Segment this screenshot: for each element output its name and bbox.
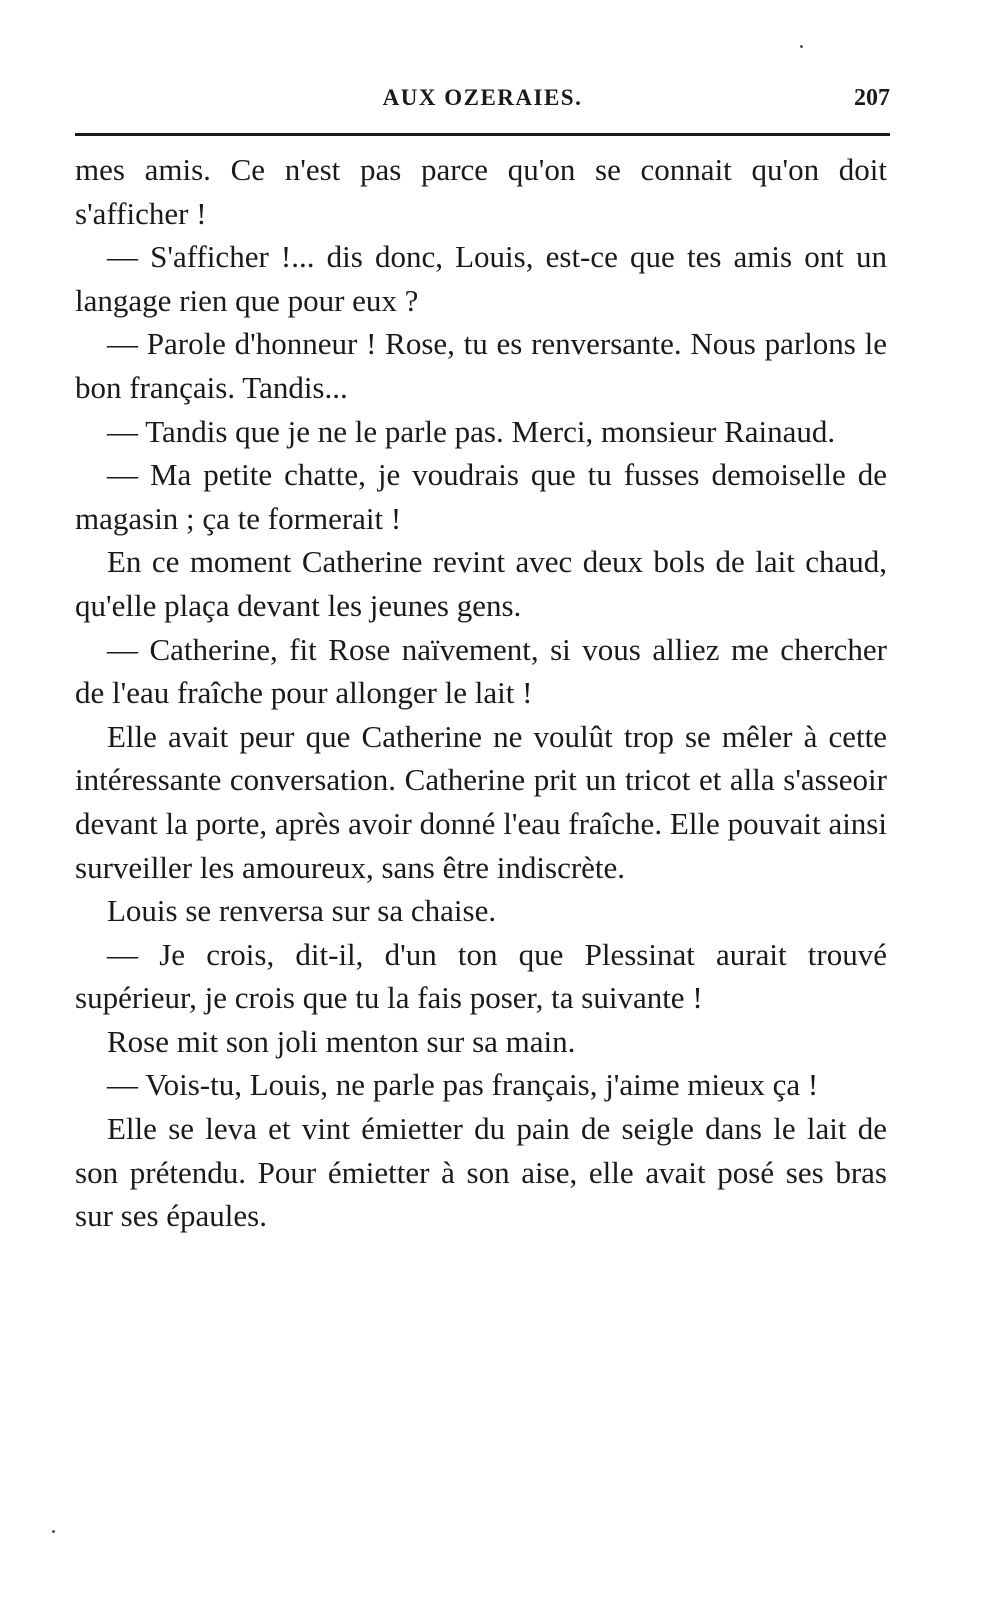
paragraph: — Vois-tu, Louis, ne parle pas français, j'aime mieux ça ! xyxy=(107,1067,819,1103)
paragraph: Elle avait peur que Catherine ne voulût trop se mêler à cette intéressante conversation. Catherine prit un tricot et alla s'asseoir devant la porte, après avoir donné l'eau fraîche. Elle pouvait ainsi surveiller les amoureux, sans être indiscrète. xyxy=(75,718,887,885)
paragraph: — Catherine, fit Rose naïvement, si vous alliez me chercher de l'eau fraîche pour allonger le lait ! xyxy=(75,631,887,711)
paragraph: — Tandis que je ne le parle pas. Merci, monsieur Rainaud. xyxy=(107,413,836,449)
paragraph: — Je crois, dit-il, d'un ton que Plessinat aurait trouvé supérieur, je crois que tu la fais poser, ta suivante ! xyxy=(75,936,887,1016)
paragraph: — Ma petite chatte, je voudrais que tu fusses demoiselle de magasin ; ça te formerait ! xyxy=(75,457,887,536)
paragraph: — S'afficher !... dis donc, Louis, est-ce que tes amis ont un langage rien que pour eux ? xyxy=(75,239,887,318)
page-number: 207 xyxy=(854,85,890,111)
running-head xyxy=(75,85,890,119)
paragraph: mes amis. Ce n'est pas parce qu'on se connait qu'on doit s'afficher ! xyxy=(75,152,887,231)
scan-speck xyxy=(52,1530,55,1533)
paragraph: En ce moment Catherine revint avec deux bols de lait chaud, qu'elle plaça devant les jeunes gens. xyxy=(75,544,887,623)
running-title: AUX OZERAIES. xyxy=(382,85,583,110)
paragraph: — Parole d'honneur ! Rose, tu es renversante. Nous parlons le bon français. Tandis... xyxy=(75,326,887,405)
paragraph: Louis se renversa sur sa chaise. xyxy=(107,893,497,929)
paragraph: Rose mit son joli menton sur sa main. xyxy=(107,1023,576,1059)
scan-speck xyxy=(800,45,803,48)
body-text xyxy=(75,148,887,1238)
paragraph: Elle se leva et vint émietter du pain de seigle dans le lait de son prétendu. Pour émietter à son aise, elle avait posé ses bras sur ses épaules. xyxy=(75,1111,887,1234)
header-rule xyxy=(75,133,890,136)
